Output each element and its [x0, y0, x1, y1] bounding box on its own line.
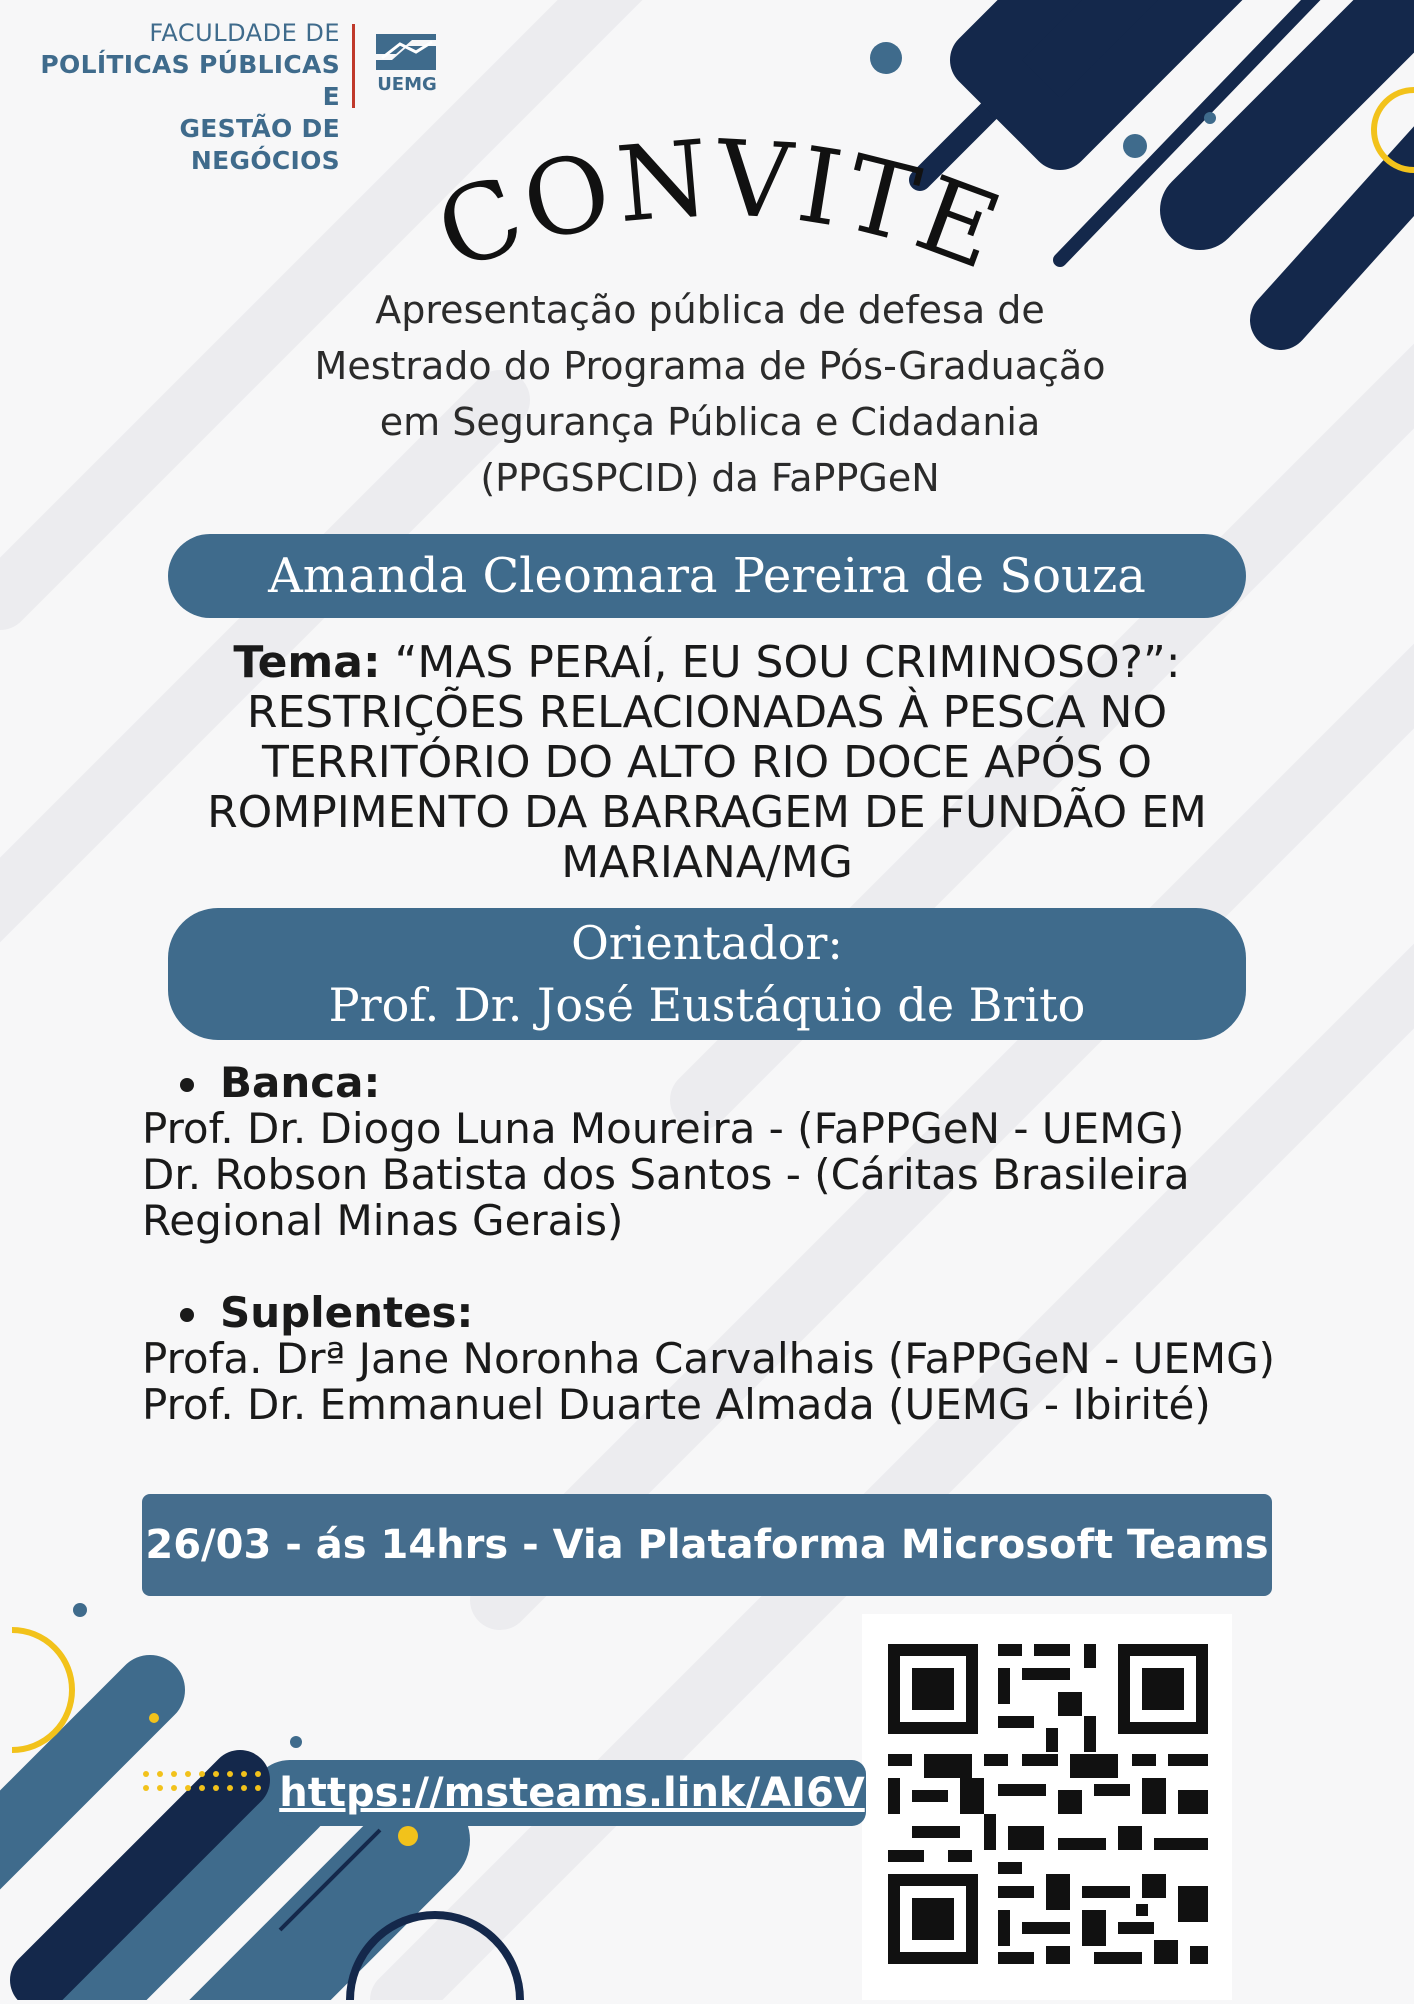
advisor-label: Orientador:	[571, 916, 843, 970]
faculty-line-3: GESTÃO DE NEGÓCIOS	[179, 114, 340, 175]
faculty-name	[30, 18, 340, 177]
intro-line-4: (PPGSPCID) da FaPPGeN	[480, 456, 940, 500]
uemg-logo-icon	[372, 30, 442, 74]
event-datetime: 26/03 - ás 14hrs - Via Plataforma Microsoft Teams	[142, 1494, 1272, 1596]
svg-text:CONVITE	[421, 120, 1018, 290]
committee-member-1: Prof. Dr. Diogo Luna Moureira - (FaPPGeN - UEMG)	[142, 1104, 1185, 1153]
intro-line-2: Mestrado do Programa de Pós-Graduação	[314, 344, 1106, 388]
intro-line-3: em Segurança Pública e Cidadania	[379, 400, 1041, 444]
header-divider	[352, 24, 355, 108]
theme-text: “MAS PERAÍ, EU SOU CRIMINOSO?”: RESTRIÇÕES RELACIONADAS À PESCA NO TERRITÓRIO DO ALTO RIO DOCE APÓS O ROMPIMENTO DA BARRAGEM DE FUNDÃO EM MARIANA/MG	[207, 637, 1207, 888]
title-text: CONVITE	[421, 120, 1019, 290]
advisor-box	[168, 908, 1246, 1040]
faculty-line-2: POLÍTICAS PÚBLICAS E	[40, 50, 340, 111]
qr-code-icon	[862, 1614, 1232, 2000]
alternate-member-1: Profa. Drª Jane Noronha Carvalhais (FaPPGeN - UEMG)	[142, 1334, 1276, 1383]
committee-section	[142, 1060, 1342, 1244]
theme-label: Tema:	[233, 637, 381, 688]
invitation-title	[420, 120, 1020, 290]
bullet-icon	[180, 1308, 194, 1322]
alternates-heading	[142, 1290, 1342, 1336]
committee-member-2: Dr. Robson Batista dos Santos - (Cáritas Brasileira Regional Minas Gerais)	[142, 1150, 1190, 1245]
faculty-line-1: FACULDADE DE	[149, 19, 340, 47]
committee-label: Banca:	[220, 1058, 381, 1107]
candidate-name: Amanda Cleomara Pereira de Souza	[168, 534, 1246, 618]
alternates-section	[142, 1290, 1342, 1428]
uemg-label: UEMG	[377, 74, 437, 95]
thesis-theme	[110, 638, 1304, 888]
teams-link[interactable]: https://msteams.link/AI6V	[278, 1760, 866, 1826]
qr-code[interactable]	[862, 1614, 1232, 2000]
bullet-icon	[180, 1078, 194, 1092]
committee-heading	[142, 1060, 1342, 1106]
intro-line-1: Apresentação pública de defesa de	[375, 288, 1045, 332]
intro-text	[190, 282, 1230, 506]
alternate-member-2: Prof. Dr. Emmanuel Duarte Almada (UEMG - Ibirité)	[142, 1380, 1211, 1429]
advisor-name: Prof. Dr. José Eustáquio de Brito	[328, 978, 1086, 1032]
alternates-label: Suplentes:	[220, 1288, 474, 1337]
uemg-logo	[372, 30, 442, 100]
